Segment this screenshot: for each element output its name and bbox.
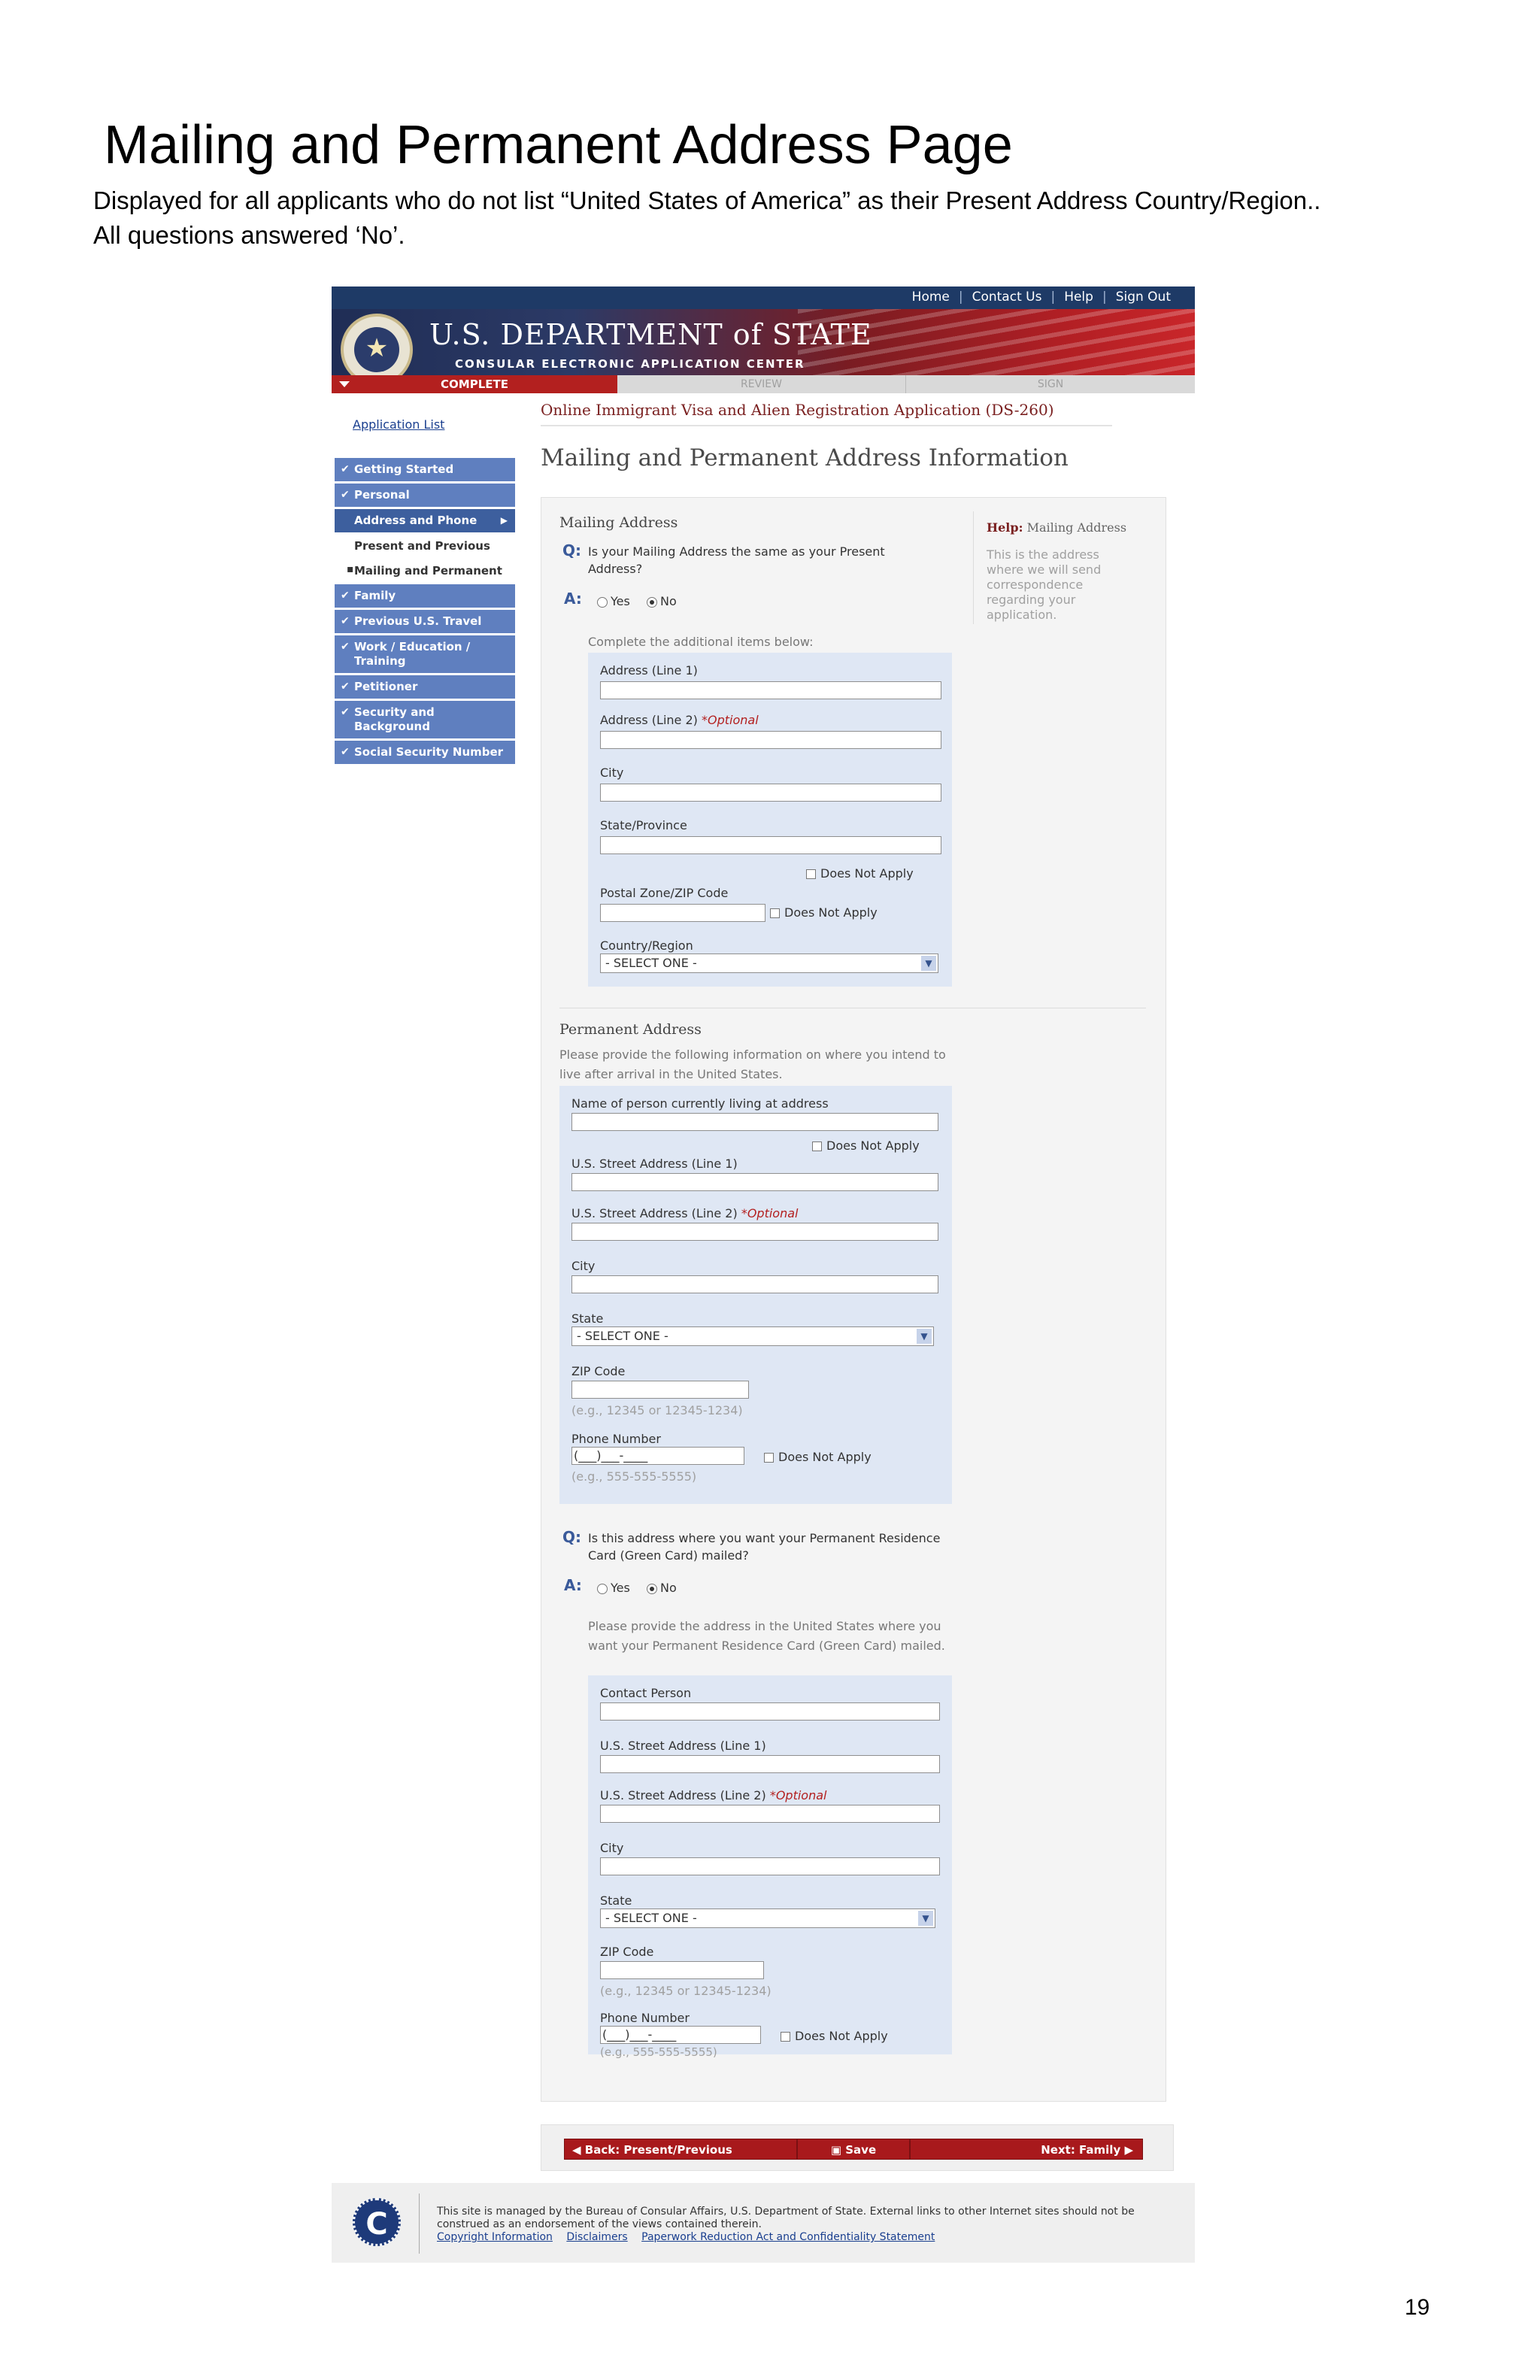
- permanent-street2-input[interactable]: [571, 1223, 938, 1241]
- page-number: 19: [1405, 2295, 1430, 2320]
- form-name-divider: [541, 425, 1112, 426]
- help-divider: [973, 511, 974, 624]
- footer-text: This site is managed by the Bureau of Consular Affairs, U.S. Department of State. External links to other Internet sites should not be construed as an endorsement of the views contained therein.: [437, 2206, 1135, 2230]
- slide-title: Mailing and Permanent Address Page: [104, 115, 1013, 175]
- page-heading: Mailing and Permanent Address Information: [541, 444, 1069, 471]
- check-icon: ✔: [341, 615, 350, 627]
- checkbox[interactable]: [770, 908, 780, 918]
- mailing-same-yes[interactable]: Yes: [597, 593, 630, 610]
- mailing-address-box: [588, 653, 952, 987]
- city-label: City: [600, 766, 624, 780]
- permanent-city-input[interactable]: [571, 1275, 938, 1293]
- question-marker: Q:: [562, 541, 581, 559]
- state-department-seal-icon: ★: [341, 314, 413, 386]
- mailing-address1-input[interactable]: [600, 681, 941, 699]
- progress-bar: [332, 375, 1195, 393]
- home-link[interactable]: Home: [911, 290, 950, 305]
- permanent-description: Please provide the following information on where you intend to live after arrival in the United States.: [559, 1048, 946, 1081]
- checkbox[interactable]: [806, 869, 816, 879]
- street2-label: U.S. Street Address (Line 2) *Optional: [571, 1206, 799, 1220]
- check-icon: ✔: [341, 706, 350, 718]
- top-links: Home | Contact Us | Help | Sign Out: [911, 290, 1171, 305]
- check-icon: ✔: [341, 681, 350, 693]
- checkbox[interactable]: [781, 2032, 790, 2042]
- green-card-instruction: Please provide the address in the United States where you want your Permanent Residence Card (Green Card) mailed.: [588, 1619, 945, 1653]
- permanent-zip-input[interactable]: [571, 1381, 749, 1399]
- mailing-country-select[interactable]: - SELECT ONE - ▼: [600, 954, 938, 973]
- agency-subtitle: CONSULAR ELECTRONIC APPLICATION CENTER: [455, 357, 805, 371]
- green-card-zip-input[interactable]: [600, 1961, 764, 1979]
- radio-button[interactable]: [597, 1584, 608, 1594]
- phone-hint: (e.g., 555-555-5555): [600, 2045, 717, 2059]
- mailing-state-province-input[interactable]: [600, 836, 941, 854]
- radio-button-selected[interactable]: [647, 1584, 657, 1594]
- sidebar-subitem-present-and-previous[interactable]: Present and Previous: [354, 539, 490, 553]
- form-name: Online Immigrant Visa and Alien Registration Application (DS-260): [541, 401, 1054, 419]
- mailing-same-no[interactable]: No: [647, 593, 677, 610]
- sidebar-item-social-security-number[interactable]: ✔ Social Security Number: [335, 741, 515, 764]
- city-label: City: [571, 1259, 596, 1273]
- address2-label: Address (Line 2) *Optional: [600, 713, 759, 727]
- permanent-street1-input[interactable]: [571, 1173, 938, 1191]
- disclaimers-link[interactable]: Disclaimers: [566, 2231, 628, 2243]
- phone-label: Phone Number: [571, 1432, 661, 1446]
- state-province-label: State/Province: [600, 818, 687, 832]
- check-icon: ✔: [341, 489, 350, 501]
- sidebar-item-petitioner[interactable]: ✔ Petitioner: [335, 675, 515, 699]
- current-bullet-icon: ▪: [347, 563, 354, 575]
- help-title: Help: Mailing Address: [987, 520, 1127, 535]
- sidebar-item-work-education-training[interactable]: ✔ Work / Education / Training: [335, 635, 515, 673]
- state-label: State: [600, 1893, 632, 1908]
- permanent-phone-input[interactable]: (___)___-____: [571, 1447, 744, 1465]
- progress-sign: SIGN: [1037, 378, 1064, 390]
- progress-complete: COMPLETE: [332, 375, 617, 393]
- button-bar: [541, 2124, 1174, 2171]
- sign-out-link[interactable]: Sign Out: [1115, 290, 1171, 305]
- check-icon: ✔: [341, 590, 350, 602]
- green-card-street2-input[interactable]: [600, 1805, 940, 1823]
- radio-button[interactable]: [597, 597, 608, 608]
- question-marker: Q:: [562, 1528, 581, 1546]
- permanent-name-input[interactable]: [571, 1113, 938, 1131]
- help-text: This is the address where we will send correspondence regarding your application.: [987, 547, 1102, 622]
- save-button[interactable]: ▣ Save: [797, 2139, 910, 2160]
- check-icon: ✔: [341, 463, 350, 475]
- sidebar-item-family[interactable]: ✔ Family: [335, 584, 515, 608]
- contact-us-link[interactable]: Contact Us: [972, 290, 1042, 305]
- green-card-state-select[interactable]: - SELECT ONE - ▼: [600, 1909, 935, 1928]
- green-card-contact-input[interactable]: [600, 1702, 940, 1721]
- phone-hint: (e.g., 555-555-5555): [571, 1469, 697, 1484]
- check-icon: ✔: [341, 641, 350, 653]
- checkbox[interactable]: [812, 1141, 822, 1151]
- dropdown-arrow-icon: ▼: [917, 1329, 932, 1344]
- mailing-address2-input[interactable]: [600, 731, 941, 749]
- next-button[interactable]: Next: Family ▶: [910, 2139, 1143, 2160]
- green-card-question: Is this address where you want your Permanent Residence Card (Green Card) mailed?: [588, 1531, 941, 1563]
- agency-name: U.S. DEPARTMENT of STATE: [429, 318, 872, 351]
- name-label: Name of person currently living at address: [571, 1096, 829, 1111]
- caret-down-icon: [339, 381, 350, 387]
- sidebar-subitem-mailing-and-permanent[interactable]: ▪ Mailing and Permanent: [347, 563, 502, 578]
- country-label: Country/Region: [600, 938, 693, 953]
- check-icon: ✔: [341, 746, 350, 758]
- sidebar-item-getting-started[interactable]: ✔ Getting Started: [335, 458, 515, 481]
- consular-affairs-logo-icon: C: [353, 2198, 401, 2246]
- help-link[interactable]: Help: [1064, 290, 1093, 305]
- sidebar-item-address-and-phone[interactable]: Address and Phone ▶: [335, 509, 515, 532]
- permanent-address-title: Permanent Address: [559, 1021, 702, 1038]
- mailing-postal-input[interactable]: [600, 904, 765, 922]
- zip-label: ZIP Code: [600, 1945, 654, 1959]
- zip-hint: (e.g., 12345 or 12345-1234): [600, 1984, 772, 1998]
- phone-label: Phone Number: [600, 2011, 690, 2025]
- street1-label: U.S. Street Address (Line 1): [600, 1739, 766, 1753]
- footer: [332, 2183, 1195, 2263]
- ceac-screenshot: [332, 287, 1195, 2264]
- state-label: State: [571, 1311, 604, 1326]
- permanent-state-select[interactable]: - SELECT ONE - ▼: [571, 1326, 934, 1346]
- top-nav-bar: [332, 287, 1195, 309]
- arrow-left-icon: ◀: [572, 2143, 585, 2157]
- permanent-address-box: [559, 1086, 952, 1504]
- answer-marker: A:: [564, 590, 582, 608]
- form-panel: [541, 497, 1166, 2102]
- slide-description: Displayed for all applicants who do not list “United States of America” as their Present Address Country/Region.. All questions answered ‘No’.: [93, 186, 1321, 249]
- sidebar-item-security-and-background[interactable]: ✔ Security and Background: [335, 701, 515, 738]
- postal-does-not-apply[interactable]: Does Not Apply: [770, 905, 878, 920]
- application-list-link[interactable]: Application List: [353, 417, 445, 432]
- arrow-right-icon: ▶: [1120, 2143, 1133, 2157]
- street1-label: U.S. Street Address (Line 1): [571, 1157, 738, 1171]
- green-card-street1-input[interactable]: [600, 1755, 940, 1773]
- mailing-address-title: Mailing Address: [559, 514, 678, 531]
- green-card-phone-input[interactable]: (___)___-____: [600, 2026, 761, 2044]
- address1-label: Address (Line 1): [600, 663, 698, 678]
- agency-banner: [332, 309, 1195, 375]
- green-card-no[interactable]: No: [647, 1579, 677, 1596]
- city-label: City: [600, 1841, 624, 1855]
- progress-review: REVIEW: [617, 375, 906, 393]
- mailing-same-question: Is your Mailing Address the same as your Present Address?: [588, 544, 885, 576]
- state-does-not-apply[interactable]: Does Not Apply: [806, 866, 914, 881]
- answer-marker: A:: [564, 1576, 582, 1594]
- mailing-instruction: Complete the additional items below:: [588, 635, 814, 649]
- sidebar-item-personal[interactable]: ✔ Personal: [335, 484, 515, 507]
- phone-does-not-apply[interactable]: Does Not Apply: [764, 1450, 872, 1464]
- checkbox[interactable]: [764, 1453, 774, 1463]
- dropdown-arrow-icon: ▼: [918, 1911, 933, 1926]
- dropdown-arrow-icon: ▼: [921, 956, 936, 971]
- postal-label: Postal Zone/ZIP Code: [600, 886, 729, 900]
- zip-hint: (e.g., 12345 or 12345-1234): [571, 1403, 743, 1417]
- footer-links: [437, 2231, 945, 2243]
- street2-label: U.S. Street Address (Line 2) *Optional: [600, 1788, 827, 1802]
- radio-button-selected[interactable]: [647, 597, 657, 608]
- footer-divider: [419, 2194, 420, 2254]
- phone-does-not-apply[interactable]: Does Not Apply: [781, 2029, 888, 2043]
- green-card-city-input[interactable]: [600, 1857, 940, 1875]
- zip-label: ZIP Code: [571, 1364, 626, 1378]
- name-does-not-apply[interactable]: Does Not Apply: [812, 1138, 920, 1153]
- caret-right-icon: ▶: [500, 515, 508, 526]
- green-card-address-box: [588, 1675, 952, 2059]
- sidebar-item-previous-us-travel[interactable]: ✔ Previous U.S. Travel: [335, 610, 515, 633]
- mailing-city-input[interactable]: [600, 784, 941, 802]
- back-button[interactable]: ◀ Back: Present/Previous: [564, 2139, 797, 2160]
- paperwork-reduction-link[interactable]: Paperwork Reduction Act and Confidentiality Statement: [641, 2231, 935, 2243]
- contact-label: Contact Person: [600, 1686, 692, 1700]
- copyright-link[interactable]: Copyright Information: [437, 2231, 553, 2243]
- floppy-disk-icon: ▣: [830, 2143, 846, 2157]
- green-card-yes[interactable]: Yes: [597, 1579, 630, 1596]
- sidebar-nav: [335, 458, 515, 766]
